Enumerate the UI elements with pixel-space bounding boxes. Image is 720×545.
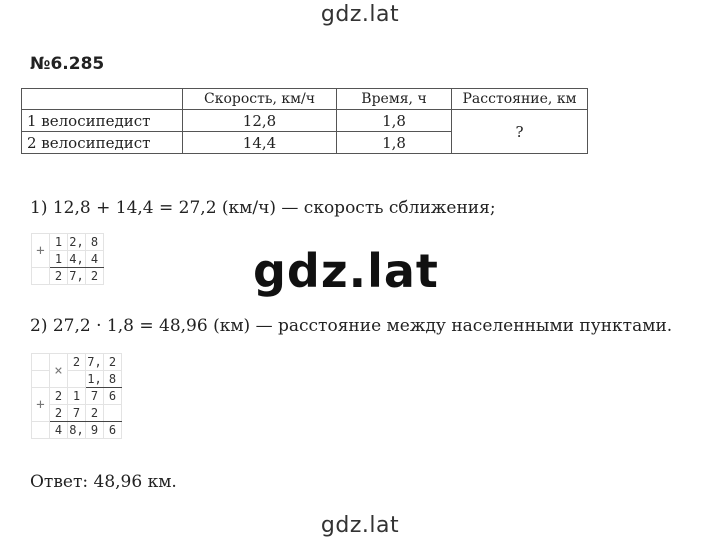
empty-cell	[32, 422, 50, 439]
digit: 2	[86, 405, 104, 422]
row-name: 1 велосипедист	[22, 110, 183, 132]
digit: 6	[104, 422, 122, 439]
step-1-text: 1) 12,8 + 14,4 = 27,2 (км/ч) — скорость сближения;	[30, 198, 496, 218]
row-speed: 12,8	[183, 110, 337, 132]
watermark-center: gdz.lat	[253, 244, 439, 298]
empty-cell	[32, 354, 50, 371]
digit: 2	[68, 354, 86, 371]
row-speed: 14,4	[183, 132, 337, 154]
empty-cell	[68, 371, 86, 388]
digit: 6	[104, 388, 122, 405]
problem-number: №6.285	[30, 54, 105, 74]
digit: 2	[50, 388, 68, 405]
header-distance: Расстояние, км	[452, 89, 588, 110]
digit: 4,	[69, 252, 84, 266]
data-table	[21, 88, 588, 154]
digit: 7	[86, 388, 104, 405]
watermark-bottom: gdz.lat	[320, 513, 400, 538]
digit: 2	[50, 268, 68, 285]
row-time: 1,8	[337, 110, 452, 132]
digit: 2	[50, 405, 68, 422]
digit: 9	[86, 422, 104, 439]
digit: 7,	[87, 355, 102, 369]
empty-cell	[104, 405, 122, 422]
header-speed: Скорость, км/ч	[183, 89, 337, 110]
table-header-row	[22, 89, 588, 110]
plus-sign: +	[32, 234, 50, 268]
addition-column	[31, 233, 104, 285]
empty-cell	[32, 371, 50, 388]
digit: 1	[68, 388, 86, 405]
step-2-text: 2) 27,2 · 1,8 = 48,96 (км) — расстояние между населенными пунктами.	[30, 316, 673, 336]
digit: 7,	[69, 269, 84, 283]
empty-cell	[32, 268, 50, 285]
digit: 8	[86, 234, 104, 251]
header-empty	[22, 89, 183, 110]
header-time: Время, ч	[337, 89, 452, 110]
row-time: 1,8	[337, 132, 452, 154]
digit: 8,	[69, 423, 84, 437]
multiply-sign: ×	[50, 354, 68, 388]
digit: 7	[68, 405, 86, 422]
digit: 2,	[69, 235, 84, 249]
digit: 4	[86, 251, 104, 268]
digit: 4	[50, 422, 68, 439]
digit: 1	[50, 251, 68, 268]
plus-sign: +	[32, 388, 50, 422]
answer-text: Ответ: 48,96 км.	[30, 472, 177, 492]
distance-cell: ?	[452, 110, 588, 154]
digit: 2	[104, 354, 122, 371]
table-row	[22, 110, 588, 132]
row-name: 2 велосипедист	[22, 132, 183, 154]
digit: 8	[104, 371, 122, 388]
digit: 2	[86, 268, 104, 285]
digit: 1,	[87, 372, 102, 386]
watermark-top: gdz.lat	[320, 2, 400, 27]
multiplication-column	[31, 353, 122, 439]
digit: 1	[50, 234, 68, 251]
